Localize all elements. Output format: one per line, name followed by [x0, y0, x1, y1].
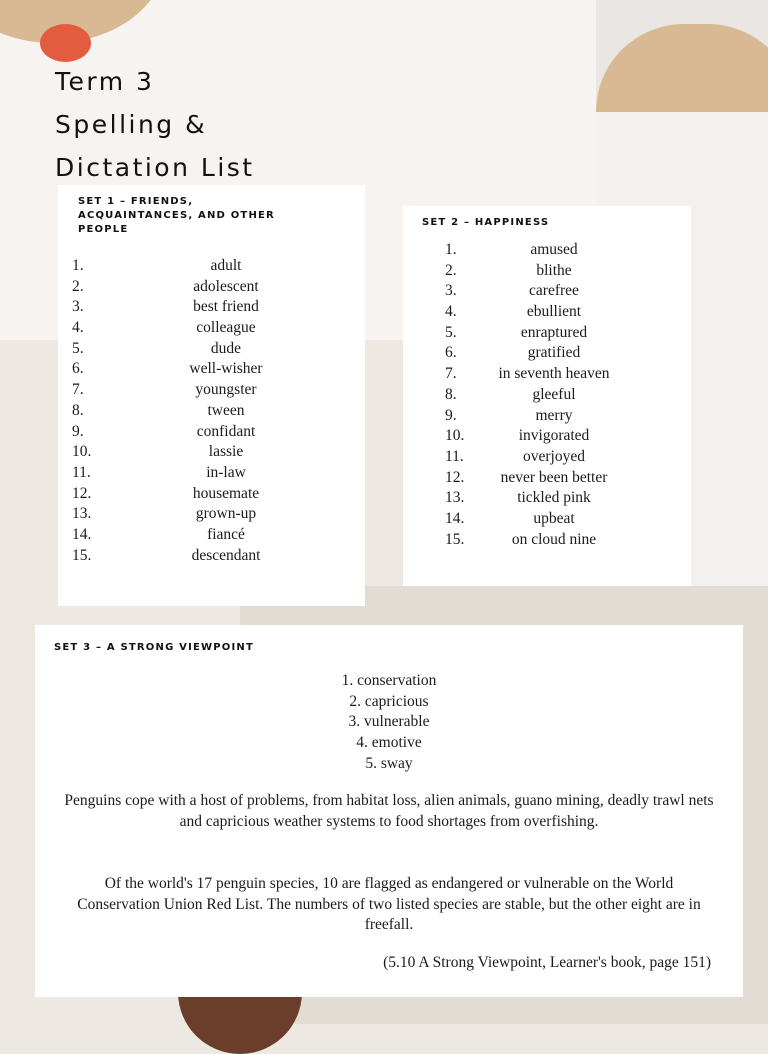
list-item	[445, 385, 623, 406]
item-number: 7.	[445, 365, 457, 383]
item-word: blithe	[536, 261, 572, 279]
item-word: well-wisher	[189, 360, 263, 378]
item-word: on cloud nine	[511, 530, 597, 548]
item-word: youngster	[195, 381, 257, 399]
list-item: 3. vulnerable	[348, 713, 430, 731]
set-1-word-list	[72, 256, 340, 566]
item-word: tickled pink	[517, 489, 591, 507]
item-number: 4.	[72, 319, 84, 337]
list-item	[445, 468, 623, 489]
title-line: Term 3	[55, 67, 155, 96]
item-number: 9.	[72, 422, 84, 440]
item-word: best friend	[193, 298, 259, 316]
item-number: 3.	[72, 298, 84, 316]
passage-paragraph: Penguins cope with a host of problems, from habitat loss, alien animals, guano mining, deadly trawl nets and capricious weather systems to food shortages from overfishing.	[64, 792, 714, 830]
list-item	[72, 484, 340, 505]
list-item: 2. capricious	[349, 692, 429, 710]
list-item	[72, 546, 340, 567]
list-item	[445, 406, 623, 427]
set-3-word-list	[35, 671, 743, 774]
passage-paragraph: Of the world's 17 penguin species, 10 are flagged as endangered or vulnerable on the World Conservation Union Red List. The numbers of two listed species are stable, but the other eight are in freefall.	[77, 875, 701, 934]
item-word: overjoyed	[523, 447, 585, 465]
item-word: fiancé	[207, 525, 245, 543]
title-line: Spelling &	[55, 110, 208, 139]
item-word: adult	[210, 257, 242, 274]
item-word: in-law	[206, 463, 246, 481]
item-number: 11.	[445, 447, 464, 465]
item-word: invigorated	[518, 427, 590, 445]
list-item	[72, 297, 340, 318]
item-number: 10.	[72, 443, 92, 461]
item-number: 12.	[445, 468, 465, 486]
list-item	[72, 380, 340, 401]
list-item	[72, 525, 340, 546]
item-word: never been better	[500, 468, 608, 486]
item-number: 1.	[72, 257, 84, 274]
page-title	[55, 60, 255, 189]
item-number: 5.	[445, 323, 457, 341]
list-item	[72, 463, 340, 484]
item-word: colleague	[196, 319, 256, 337]
source-citation: (5.10 A Strong Viewpoint, Learner's book, page 151)	[383, 954, 711, 971]
item-word: descendant	[191, 546, 261, 564]
item-number: 15.	[445, 530, 465, 548]
list-item	[445, 364, 623, 385]
item-number: 9.	[445, 406, 457, 424]
item-number: 12.	[72, 484, 92, 502]
item-word: in seventh heaven	[498, 365, 610, 383]
item-number: 2.	[445, 261, 457, 279]
title-line: Dictation List	[55, 153, 255, 182]
list-item	[445, 488, 623, 509]
item-word: ebullient	[526, 303, 582, 321]
list-item	[445, 426, 623, 447]
item-number: 1.	[445, 241, 457, 258]
item-word: tween	[207, 401, 245, 419]
item-number: 15.	[72, 546, 92, 564]
list-item: 1. conservation	[341, 672, 437, 689]
list-item	[445, 240, 623, 261]
item-number: 13.	[445, 489, 465, 507]
list-item	[445, 509, 623, 530]
list-item	[72, 401, 340, 422]
item-word: confidant	[196, 422, 256, 440]
set-1-heading: SET 1 – FRIENDS, ACQUAINTANCES, AND OTHER PEOPLE	[78, 196, 275, 235]
decorative-orange-circle	[40, 24, 91, 62]
item-number: 2.	[72, 277, 84, 295]
item-number: 8.	[445, 385, 457, 403]
list-item	[72, 359, 340, 380]
item-number: 14.	[72, 525, 92, 543]
item-number: 10.	[445, 427, 465, 445]
item-word: gratified	[527, 344, 581, 362]
item-word: lassie	[208, 443, 244, 461]
item-number: 6.	[72, 360, 84, 378]
list-item	[72, 256, 340, 277]
list-item: 4. emotive	[356, 734, 422, 752]
list-item	[445, 261, 623, 282]
list-item	[72, 442, 340, 463]
item-word: upbeat	[533, 509, 575, 527]
list-item	[72, 277, 340, 298]
list-item	[445, 530, 623, 551]
set-1-card	[58, 185, 365, 606]
item-word: gleeful	[532, 385, 576, 403]
list-item: 5. sway	[365, 754, 413, 772]
item-number: 8.	[72, 401, 84, 419]
item-word: adolescent	[193, 277, 259, 295]
item-word: amused	[530, 241, 578, 258]
list-item	[72, 339, 340, 360]
item-number: 14.	[445, 509, 465, 527]
item-word: carefree	[529, 282, 579, 300]
set-3-heading: SET 3 – A STRONG VIEWPOINT	[54, 642, 255, 653]
item-number: 13.	[72, 505, 92, 523]
list-item	[445, 302, 623, 323]
set-2-heading: SET 2 – HAPPINESS	[422, 217, 550, 228]
list-item	[445, 281, 623, 302]
set-2-card	[403, 206, 691, 586]
item-number: 5.	[72, 339, 84, 357]
list-item	[72, 318, 340, 339]
item-word: merry	[535, 406, 573, 424]
set-2-word-list	[445, 240, 623, 550]
item-number: 4.	[445, 303, 457, 321]
item-number: 3.	[445, 282, 457, 300]
item-word: enraptured	[520, 323, 588, 341]
item-number: 6.	[445, 344, 457, 362]
item-number: 11.	[72, 463, 91, 481]
item-number: 7.	[72, 381, 84, 399]
item-word: housemate	[192, 484, 260, 502]
item-word: grown-up	[195, 505, 257, 523]
list-item	[445, 343, 623, 364]
item-word: dude	[210, 339, 242, 357]
list-item	[72, 504, 340, 525]
list-item	[72, 422, 340, 443]
list-item	[445, 447, 623, 468]
list-item	[445, 323, 623, 344]
set-3-card	[35, 625, 743, 997]
